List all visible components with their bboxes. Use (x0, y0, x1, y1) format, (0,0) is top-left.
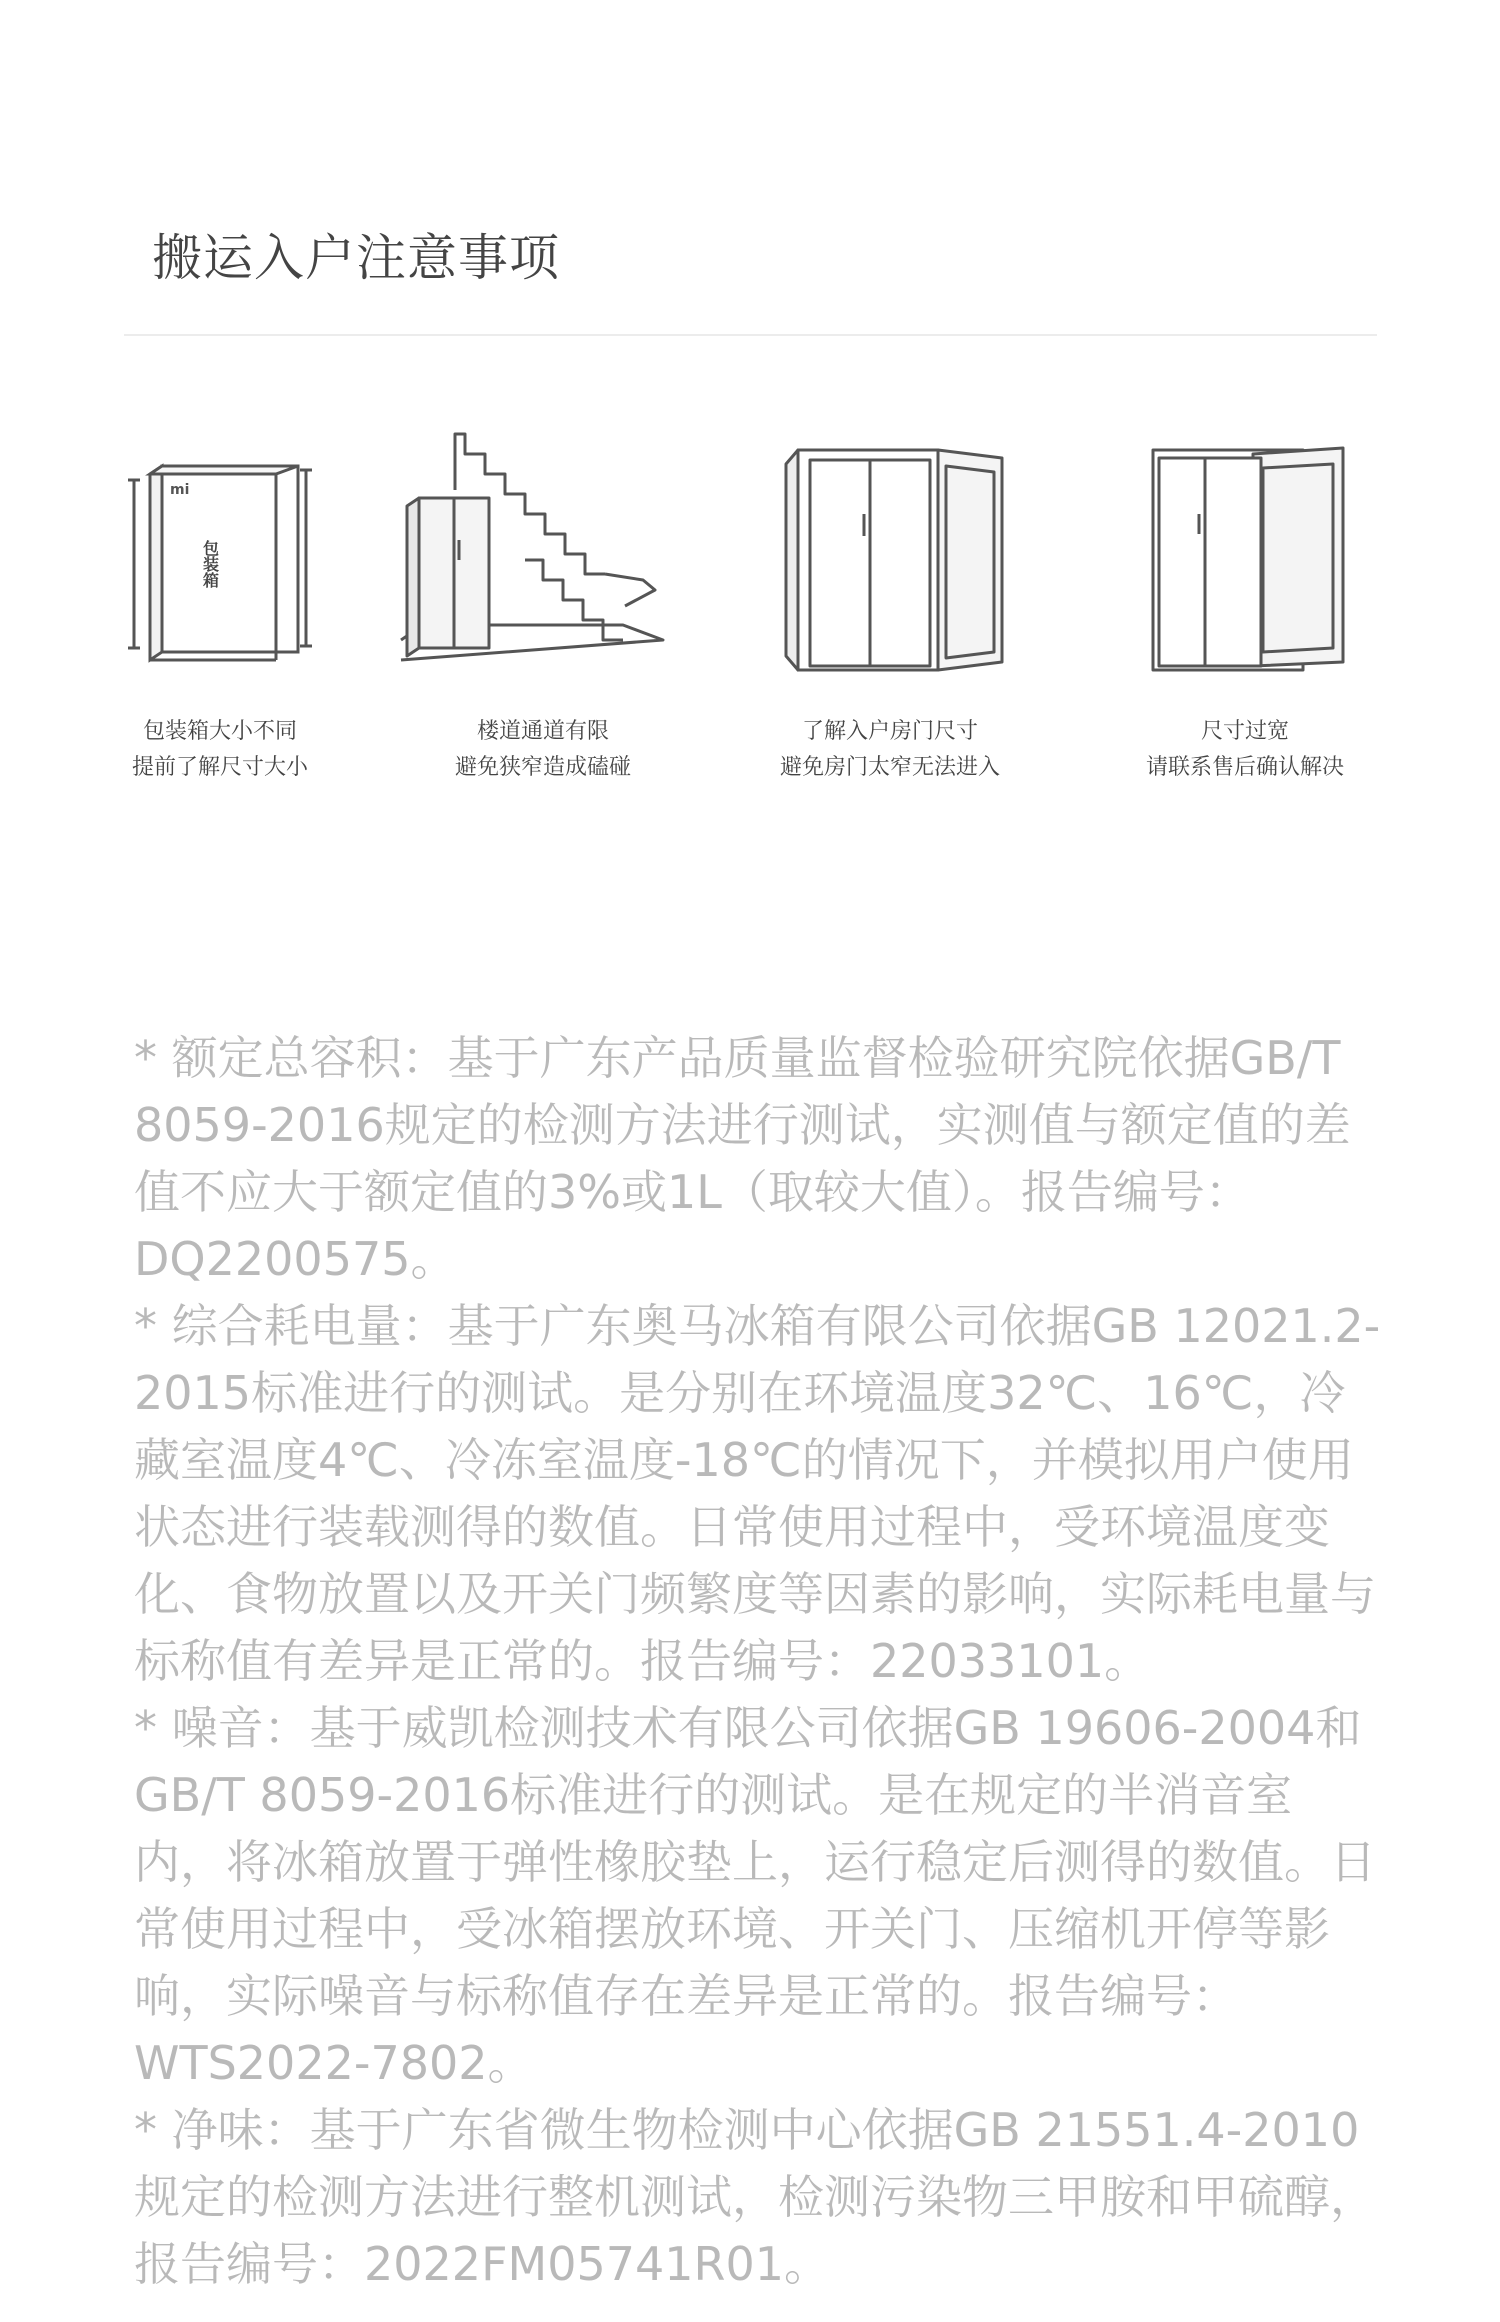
package-box-icon (70, 430, 370, 690)
tip-caption-line1: 了解入户房门尺寸 (801, 719, 978, 744)
stairway-icon (393, 430, 693, 690)
tip-caption-line2: 请联系售后确认解决 (1145, 755, 1344, 780)
tip-caption (1095, 714, 1395, 786)
tip-caption-line1: 包装箱大小不同 (142, 719, 297, 744)
section-title: 搬运入户注意事项 (152, 229, 560, 287)
tip-caption (393, 714, 693, 786)
note-noise: * 噪音：基于威凯检测技术有限公司依据GB 19606-2004和GB/T 8059-2016标准进行的测试。是在规定的半消音室内，将冰箱放置于弹性橡胶垫上，运行稳定后测得的数值。日常使用过程中，受冰箱摆放环境、开关门、压缩机开停等影响，实际噪音与标称值存在差异是正常的。报告编号：WTS2022-7802。 (134, 1701, 1376, 2090)
note-rated-volume: * 额定总容积：基于广东产品质量监督检验研究院依据GB/T 8059-2016规定的检测方法进行测试，实测值与额定值的差值不应大于额定值的3%或1L（取较大值）。报告编号：DQ2200575。 (134, 1031, 1351, 1286)
tip-caption-line1: 尺寸过宽 (1200, 719, 1289, 744)
note-energy-consumption: * 综合耗电量：基于广东奥马冰箱有限公司依据GB 12021.2-2015标准进行的测试。是分别在环境温度32℃、16℃，冷藏室温度4℃、冷冻室温度-18℃的情况下，并模拟用户使用状态进行装载测得的数值。日常使用过程中，受环境温度变化、食物放置以及开关门频繁度等因素的影响，实际耗电量与标称值有差异是正常的。报告编号：22033101。 (134, 1299, 1381, 1688)
too-wide-icon (1095, 430, 1395, 690)
box-label: 包装箱 (200, 540, 220, 588)
tip-caption-line2: 避免房门太窄无法进入 (779, 755, 1000, 780)
tip-caption (740, 714, 1040, 786)
tip-caption-line1: 楼道通道有限 (476, 719, 609, 744)
brand-logo: mi (170, 482, 190, 498)
tip-caption-line2: 避免狭窄造成磕碰 (454, 755, 631, 780)
tip-caption (70, 714, 370, 786)
tip-caption-line2: 提前了解尺寸大小 (131, 755, 308, 780)
door-size-icon (740, 430, 1040, 690)
footnotes (134, 1025, 1384, 2298)
divider (124, 334, 1377, 336)
note-odor-removal: * 净味：基于广东省微生物检测中心依据GB 21551.4-2010规定的检测方法进行整机测试，检测污染物三甲胺和甲硫醇，报告编号：2022FM05741R01。 (134, 2103, 1376, 2291)
